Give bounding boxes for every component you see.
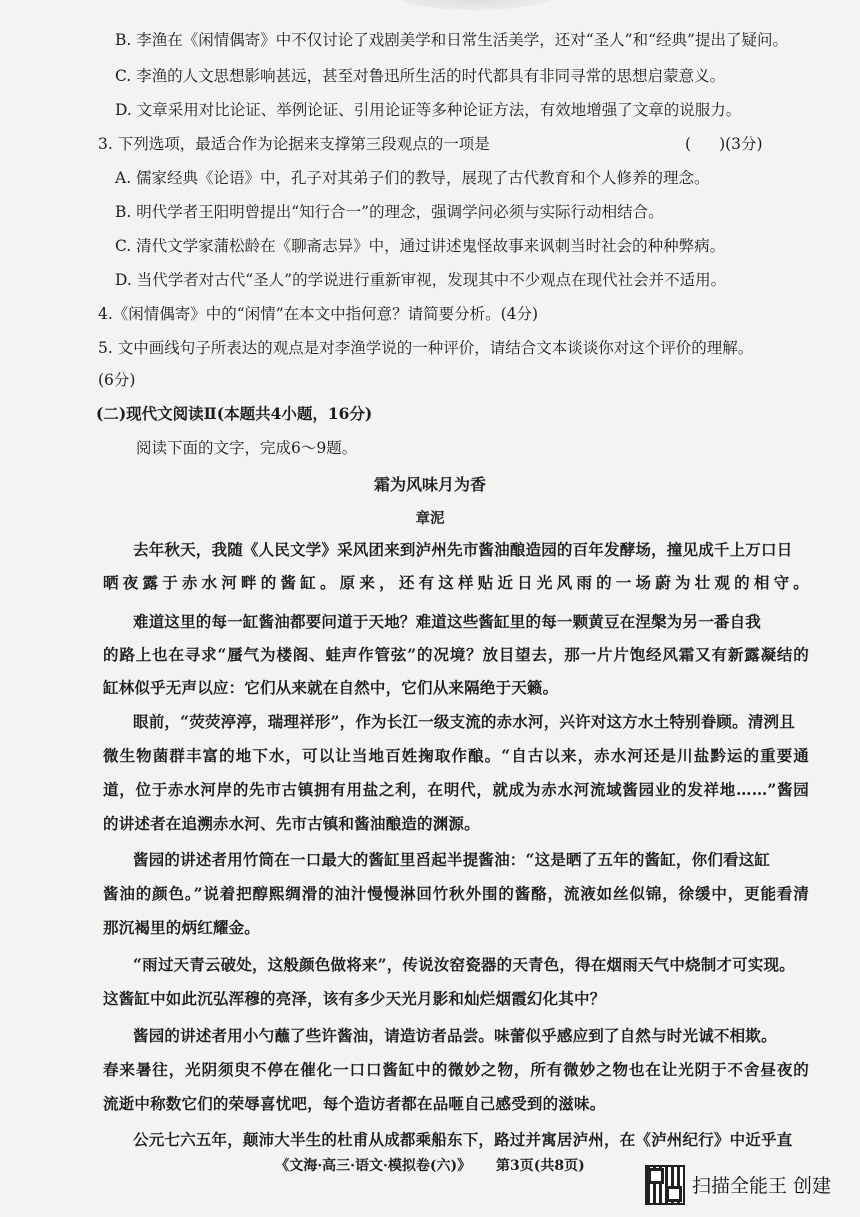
section-heading: (二)现代文阅读Ⅱ(本题共4小题，16分) — [96, 404, 373, 423]
q3-option-d: D. 当代学者对古代“圣人”的学说进行重新审视，发现其中不少观点在现代社会并不适用。 — [115, 271, 727, 289]
q3-stem-text: 3. 下列选项，最适合作为论据来支撑第三段观点的一项是 — [98, 135, 490, 153]
passage-line: 公元七六五年，颠沛大半生的杜甫从成都乘船东下，路过并寓居泸州，在《泸州纪行》中近乎直 — [133, 1130, 793, 1149]
q5-stem-line2: (6分) — [98, 371, 136, 389]
passage-line: 酱园的讲述者用竹筒在一口最大的酱缸里舀起半提酱油：“这是晒了五年的酱缸，你们看这缸 — [133, 850, 771, 869]
q3-stem — [98, 134, 490, 154]
passage-line: “雨过天青云破处，这般颜色做将来”，传说汝窑瓷器的天青色，得在烟雨天气中烧制才可实现。 — [133, 955, 795, 974]
passage-line: 那沉褐里的炳红耀金。 — [103, 918, 261, 937]
q2-option-b: B. 李渔在《闲情偶寄》中不仅讨论了戏剧美学和日常生活美学，还对“圣人”和“经典”提出了疑问。 — [115, 31, 788, 49]
q2-option-c: C. 李渔的人文思想影响甚远，甚至对鲁迅所生活的时代都具有非同寻常的思想启蒙意义。 — [115, 67, 726, 85]
scanner-watermark: 扫描全能王 创建 — [692, 1175, 832, 1197]
passage-line: 流逝中称数它们的荣辱喜忧吧，每个造访者都在品咂自己感受到的滋味。 — [103, 1094, 606, 1113]
passage-line: 这酱缸中如此沉弘浑穆的亮泽，该有多少天光月影和灿烂烟霞幻化其中？ — [103, 989, 606, 1008]
q3-points-text: (3分) — [725, 135, 763, 153]
q3-option-a: A. 儒家经典《论语》中，孔子对其弟子们的教导，展现了古代教育和个人修养的理念。 — [115, 169, 710, 187]
passage-line: 酱油的颜色。”说着把醇熙绸滑的油汁慢慢淋回竹秋外围的酱酪，流液如丝似锦，徐缓中，更能看清 — [103, 884, 809, 903]
q4-stem: 4.《闲情偶寄》中的“闲情”在本文中指何意？请简要分析。(4分) — [98, 305, 539, 323]
passage-line: 眼前，“荧荧渟渟，瑞理祥形”，作为长江一级支流的赤水河，兴许对这方水土特别眷顾。清洌且 — [133, 712, 795, 731]
reading-instruction: 阅读下面的文字，完成6～9题。 — [136, 439, 358, 457]
passage-title: 霜为风味月为香 — [373, 475, 486, 494]
footer-series: 《文海·高三·语文·模拟卷(六)》 — [275, 1158, 472, 1174]
passage-line: 难道这里的每一缸酱油都要问道于天地？难道这些酱缸里的每一颗黄豆在涅槃为另一番自我 — [133, 612, 762, 631]
q3-points — [685, 134, 763, 154]
scan-smudge — [395, 0, 555, 10]
passage-line: 去年秋天，我随《人民文学》采风团来到泸州先市酱油酿造园的百年发酵场，撞见成千上万口日 — [133, 540, 793, 559]
passage-line: 缸林似乎无声以应：它们从来就在自然中，它们从来隔绝于天籁。 — [103, 678, 559, 697]
q3-option-c: C. 清代文学家蒲松龄在《聊斋志异》中，通过讲述鬼怪故事来讽刺当时社会的种种弊病。 — [115, 237, 726, 255]
qr-code-icon — [645, 1165, 685, 1205]
q3-option-b: B. 明代学者王阳明曾提出“知行合一”的理念，强调学问必须与实际行动相结合。 — [115, 203, 664, 221]
passage-line: 酱园的讲述者用小勺蘸了些许酱油，请造访者品尝。味蕾似乎感应到了自然与时光诚不相欺。 — [133, 1026, 777, 1045]
passage-line: 微生物菌群丰富的地下水，可以让当地百姓掬取作酿。“自古以来，赤水河还是川盐黔运的重要通 — [103, 746, 809, 765]
q3-paren-close: ) — [719, 135, 726, 153]
passage-line: 道，位于赤水河岸的先市古镇拥有用盐之利，在明代，就成为赤水河流域酱园业的发祥地……”酱园 — [103, 780, 809, 799]
q3-paren-open: ( — [685, 135, 692, 153]
passage-line: 的讲述者在追溯赤水河、先市古镇和酱油酿造的渊源。 — [103, 814, 480, 833]
q5-stem-line1: 5. 文中画线句子所表达的观点是对李渔学说的一种评价，请结合文本谈谈你对这个评价的理解。 — [98, 339, 754, 357]
passage-author: 章泥 — [415, 510, 445, 527]
passage-line: 晒夜露于赤水河畔的酱缸。原来，还有这样贴近日光风雨的一场蔚为壮观的相守。 — [103, 573, 809, 592]
passage-line: 的路上也在寻求“蜃气为楼阁、蛙声作管弦”的况境？放目望去，那一片片饱经风霜又有新露凝结的 — [103, 645, 809, 664]
q2-option-d: D. 文章采用对比论证、举例论证、引用论证等多种论证方法，有效地增强了文章的说服力。 — [115, 101, 742, 119]
footer-page-number: 第3页(共8页) — [496, 1158, 585, 1174]
passage-line: 春来暑往，光阴须臾不停在催化一口口酱缸中的微妙之物，所有微妙之物也在让光阴于不舍昼夜的 — [103, 1060, 809, 1079]
